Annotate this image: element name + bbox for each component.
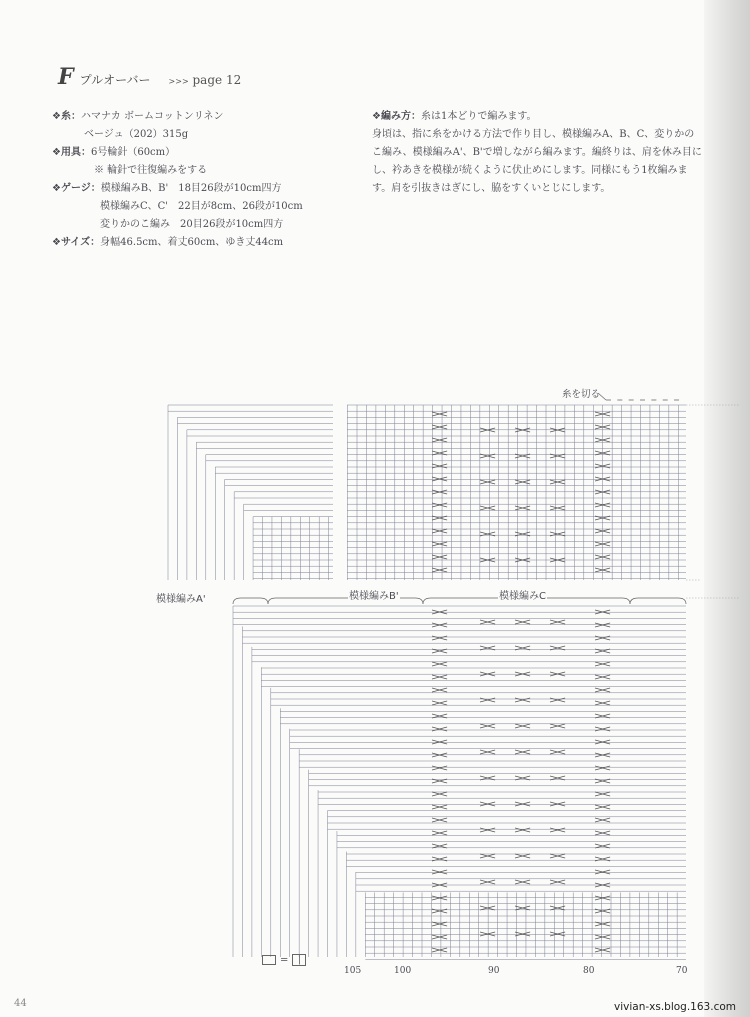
x-tick-100: 100 [394,966,412,976]
pattern-label-b-prime: 模様編みB' [348,587,400,602]
title-letter: F [58,64,74,90]
legend-equals: = [280,954,289,966]
method-body: 身頃は、指に糸をかける方法で作り目し、模様編みA、B、C、変りかのこ編み、模様編みA'、B'で増しながら編みます。編終りは、肩を休み目にし、衿あきを模様が続くように伏止めにします。同様にもう1枚編みます。肩を引抜きはぎにし、脇をすくいとじにします。 [372,129,702,194]
x-tick-90: 90 [488,966,500,976]
page-ref-number: 12 [225,73,242,87]
yarn-color: ベージュ（202）315g [84,129,189,140]
gauge-label: ❖ゲージ： [52,183,101,194]
x-tick-80: 80 [583,966,595,976]
method-first-line: 糸は1本どりで編みます。 [420,111,537,122]
size-label: ❖サイズ： [52,237,101,248]
symbol-legend [262,954,306,966]
cable-symbols [432,400,679,952]
tools-note: ※ 輪針で往復編みをする [94,165,208,176]
method-label: ❖編み方： [372,111,421,122]
tools-label: ❖用具： [52,147,91,158]
yarn-label: ❖糸： [52,111,81,122]
size-value: 身幅46.5cm、着丈60cm、ゆき丈44cm [100,237,284,248]
page-ref-arrows: >>> [168,77,189,86]
cut-yarn-label: 糸を切る [562,389,601,400]
gauge-1: 模様編みB、B' 18目26段が10cm四方 [100,183,282,194]
x-tick-70: 70 [676,966,688,976]
knit-stitch-icon: | [292,954,306,966]
gauge-2: 模様編みC、C' 22目が8cm、26段が10cm [100,201,303,212]
pattern-label-a-prime: 模様編みA' [155,590,207,605]
empty-square-icon [262,955,276,965]
chart-guide-lines [686,405,740,598]
tools-value: 6号輪針（60cm） [90,147,176,158]
yarn-value: ハマナカ ボームコットンリネン [80,111,224,122]
x-tick-105: 105 [344,966,362,976]
page-ref-word: page [192,73,223,87]
page-number: 44 [14,998,27,1009]
gauge-3: 変りかのこ編み 20目26段が10cm四方 [100,219,284,230]
chart-grid [168,405,686,959]
pattern-label-c: 模様編みC [498,587,547,602]
title-name: プルオーバー [79,73,151,87]
watermark: vivian-xs.blog.163.com [614,1001,736,1013]
